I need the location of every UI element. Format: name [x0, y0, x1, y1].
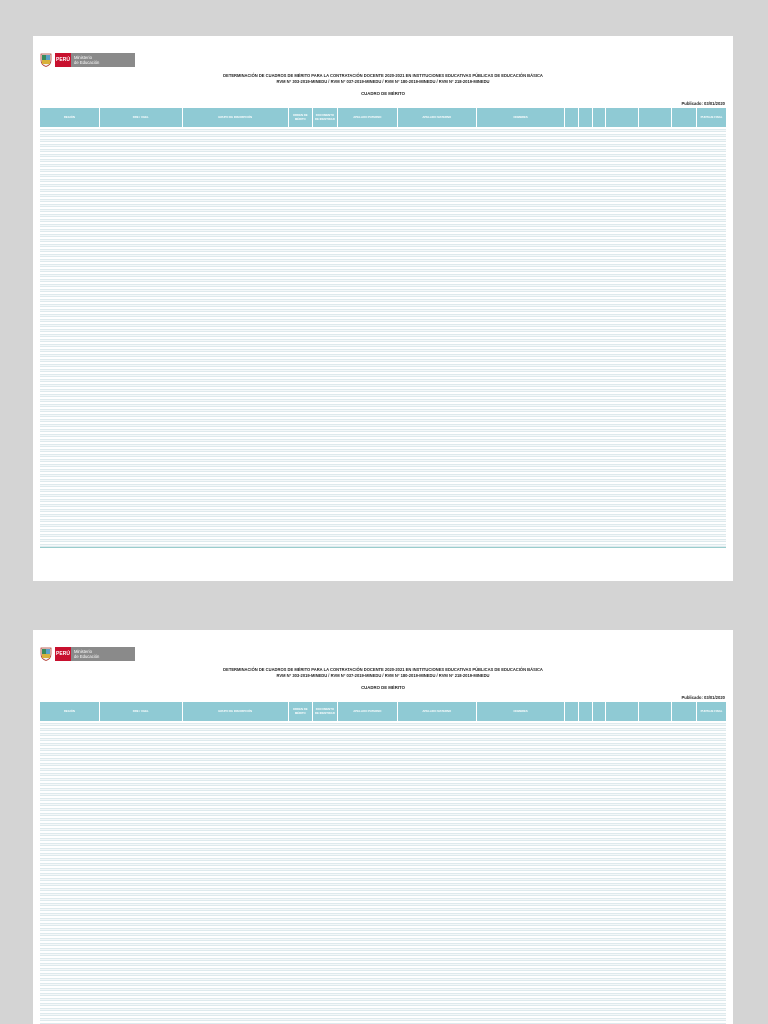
col-header-puntaje: PUNTAJE FINAL [700, 114, 723, 119]
peru-label: PERÚ [55, 53, 71, 67]
peru-label: PERÚ [55, 647, 71, 661]
document-page-2 [33, 630, 733, 1024]
title-line-1: DETERMINACIÓN DE CUADROS DE MÉRITO PARA LA CONTRATACIÓN DOCENTE 2020-2021 EN INSTITUCIONES EDUCATIVAS PÚBLICAS DE EDUCACIÓN BÁSICA [223, 73, 543, 78]
published-date: Publicado: 03/01/2020 [681, 101, 725, 106]
document-title [33, 73, 733, 96]
col-header-11 [606, 702, 639, 721]
document-subtitle: CUADRO DE MÉRITO [361, 91, 405, 96]
document-title [33, 667, 733, 690]
peru-coat-of-arms-icon [40, 647, 52, 661]
peru-coat-of-arms-icon [40, 53, 52, 67]
col-header-8 [565, 108, 579, 127]
col-header-apellido-materno: APELLIDO MATERNO [398, 108, 477, 127]
title-line-1: DETERMINACIÓN DE CUADROS DE MÉRITO PARA LA CONTRATACIÓN DOCENTE 2020-2021 EN INSTITUCIONES EDUCATIVAS PÚBLICAS DE EDUCACIÓN BÁSICA [223, 667, 543, 672]
ministry-line-1: Ministerio [74, 649, 92, 654]
col-header-nombres: NOMBRES [477, 702, 566, 721]
title-line-2: RVM N° 303-2019-MINEDU / RVM N° 037-2019-MINEDU / RVM N° 180-2019-MINEDU / RVM N° 218-2019-MINEDU [276, 79, 490, 84]
col-header-apellido-paterno: APELLIDO PATERNO [338, 702, 398, 721]
col-header-documento: DOCUMENTO DE IDENTIDAD [313, 108, 338, 127]
table-header [40, 108, 726, 127]
col-header-apellido-materno: APELLIDO MATERNO [398, 702, 477, 721]
col-header-orden: ORDEN DE MÉRITO [289, 108, 313, 127]
col-header-grupo: GRUPO DE INSCRIPCIÓN [183, 108, 289, 127]
col-header-9 [579, 702, 593, 721]
col-header-10 [593, 702, 607, 721]
merit-table [40, 108, 726, 548]
col-header-13 [672, 108, 697, 127]
col-header-grupo: GRUPO DE INSCRIPCIÓN [183, 702, 289, 721]
ministry-line-2: de Educación [74, 60, 100, 65]
col-header-region: REGIÓN [40, 702, 100, 721]
table-body-unreadable-rows [40, 721, 726, 1024]
title-line-2: RVM N° 303-2019-MINEDU / RVM N° 037-2019-MINEDU / RVM N° 180-2019-MINEDU / RVM N° 218-2019-MINEDU [276, 673, 490, 678]
col-header-nombres: NOMBRES [477, 108, 566, 127]
col-header-11 [606, 108, 639, 127]
ministry-label [71, 53, 135, 67]
col-header-region: REGIÓN [40, 108, 100, 127]
col-header-documento: DOCUMENTO DE IDENTIDAD [313, 702, 338, 721]
col-header-8 [565, 702, 579, 721]
document-page-1 [33, 36, 733, 581]
col-header-13 [672, 702, 697, 721]
table-header [40, 702, 726, 721]
col-header-puntaje: PUNTAJE FINAL [700, 708, 723, 713]
ministry-logo [40, 645, 135, 663]
col-header-dre-ugel: DRE / UGEL [100, 108, 183, 127]
document-subtitle: CUADRO DE MÉRITO [361, 685, 405, 690]
col-header-12 [639, 702, 672, 721]
table-body-unreadable-rows [40, 127, 726, 548]
ministry-logo [40, 51, 135, 69]
merit-table [40, 702, 726, 1024]
col-header-orden: ORDEN DE MÉRITO [289, 702, 313, 721]
ministry-label [71, 647, 135, 661]
ministry-line-1: Ministerio [74, 55, 92, 60]
col-header-12 [639, 108, 672, 127]
col-header-apellido-paterno: APELLIDO PATERNO [338, 108, 398, 127]
col-header-dre-ugel: DRE / UGEL [100, 702, 183, 721]
published-date: Publicado: 03/01/2020 [681, 695, 725, 700]
col-header-10 [593, 108, 607, 127]
ministry-line-2: de Educación [74, 654, 100, 659]
col-header-9 [579, 108, 593, 127]
